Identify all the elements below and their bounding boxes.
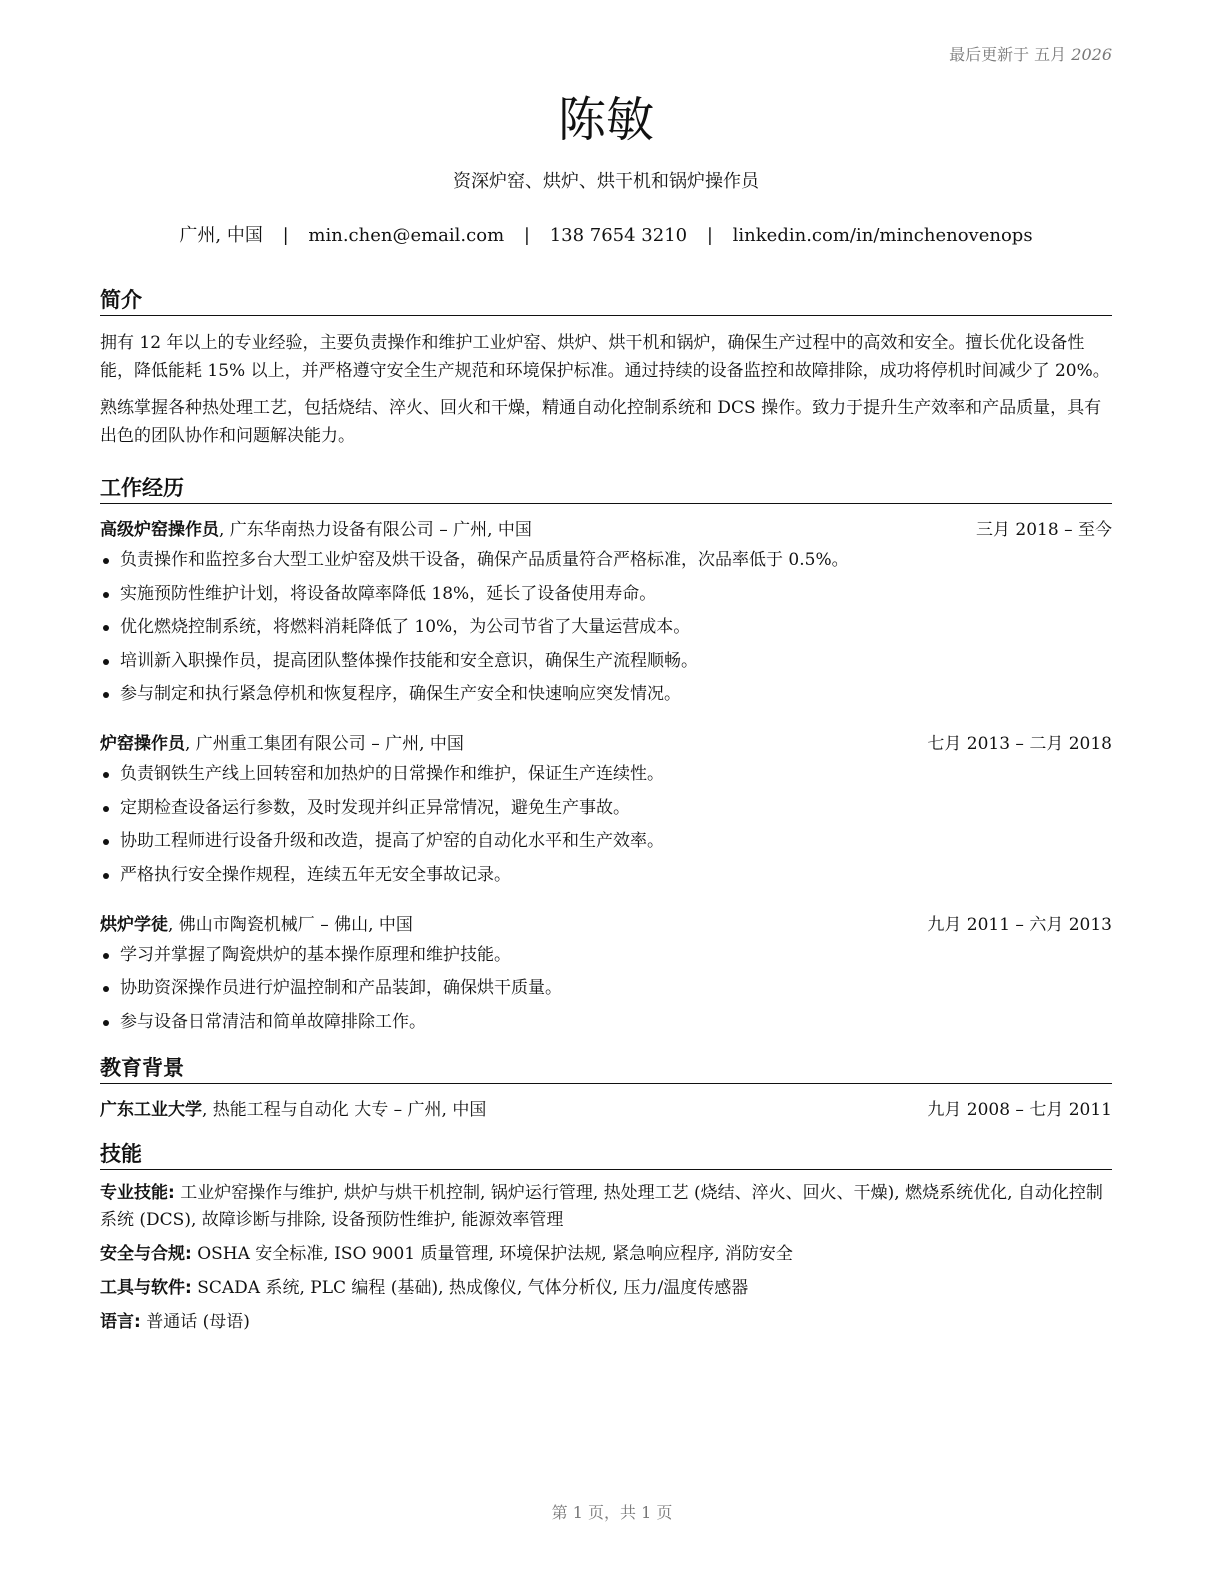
job-dates: 三月 2018 – 至今: [976, 520, 1112, 540]
contact-separator: |: [706, 225, 713, 246]
skill-value: SCADA 系统, PLC 编程 (基础), 热成像仪, 气体分析仪, 压力/温度传感器: [191, 1277, 749, 1298]
job-bullet: 实施预防性维护计划，将设备故障率降低 18%，延长了设备使用寿命。: [100, 582, 1112, 606]
job-bullet: 协助工程师进行设备升级和改造，提高了炉窑的自动化水平和生产效率。: [100, 829, 1112, 853]
job-bullet: 严格执行安全操作规程，连续五年无安全事故记录。: [100, 863, 1112, 887]
summary-paragraph: 拥有 12 年以上的专业经验，主要负责操作和维护工业炉窑、烘炉、烘干机和锅炉，确保生产过程中的高效和安全。擅长优化设备性能，降低能耗 15% 以上，并严格遵守安全生产规范和环境保护标准。通过持续的设备监控和故障排除，成功将停机时间减少了 20%。: [100, 333, 1110, 381]
last-updated-month: 最后更新于 五月: [949, 45, 1067, 64]
job-bullet: 培训新入职操作员，提高团队整体操作技能和安全意识，确保生产流程顺畅。: [100, 649, 1112, 673]
skill-value: 普通话 (母语): [140, 1311, 250, 1332]
last-updated: [100, 40, 1112, 70]
contact-location: 广州, 中国: [179, 225, 263, 246]
job-company: , 佛山市陶瓷机械厂 – 佛山, 中国: [168, 914, 413, 935]
job-header: [100, 732, 1112, 756]
job-bullets: [100, 762, 1112, 887]
skill-label: 专业技能:: [100, 1182, 175, 1203]
job-company: , 广州重工集团有限公司 – 广州, 中国: [185, 734, 464, 754]
job-bullet: 负责操作和监控多台大型工业炉窑及烘干设备，确保产品质量符合严格标准，次品率低于 0.5%。: [100, 548, 1112, 572]
job-dates: 七月 2013 – 二月 2018: [927, 734, 1112, 754]
job-bullet: 负责钢铁生产线上回转窑和加热炉的日常操作和维护，保证生产连续性。: [100, 762, 1112, 786]
candidate-name: 陈敏: [557, 92, 654, 148]
summary-paragraph: 熟练掌握各种热处理工艺，包括烧结、淬火、回火和干燥，精通自动化控制系统和 DCS 操作。致力于提升生产效率和产品质量，具有出色的团队协作和问题解决能力。: [100, 398, 1102, 446]
job-bullet: 协助资深操作员进行炉温控制和产品装卸，确保烘干质量。: [100, 976, 1112, 1000]
contact-linkedin[interactable]: linkedin.com/in/minchenovenops: [732, 225, 1033, 246]
skills-section: [100, 1140, 1112, 1336]
job-title-line: [100, 913, 413, 937]
job-title-line: [100, 732, 464, 756]
summary-title: 简介: [100, 286, 1112, 316]
experience-section: [100, 474, 1112, 1034]
job-bullet: 学习并掌握了陶瓷烘炉的基本操作原理和维护技能。: [100, 943, 1112, 967]
education-school: 广东工业大学: [100, 1099, 202, 1120]
education-section: [100, 1054, 1112, 1122]
job-bullet: 参与制定和执行紧急停机和恢复程序，确保生产安全和快速响应突发情况。: [100, 682, 1112, 706]
page-number: 第 1 页，共 1 页: [551, 1503, 673, 1522]
skill-value: 工业炉窑操作与维护, 烘炉与烘干机控制, 锅炉运行管理, 热处理工艺 (烧结、淬火、回火、干燥), 燃烧系统优化, 自动化控制系统 (DCS), 故障诊断与排除, 设备预防性维护, 能源效率管理: [100, 1182, 1103, 1230]
skill-row: [100, 1275, 1112, 1302]
skill-row: [100, 1241, 1112, 1268]
job-bullets: [100, 548, 1112, 706]
job-entry: [100, 913, 1112, 1034]
job-header: [100, 913, 1112, 937]
skills-title: 技能: [100, 1140, 1112, 1170]
education-line: [100, 1098, 486, 1122]
job-bullet: 参与设备日常清洁和简单故障排除工作。: [100, 1010, 1112, 1034]
job-dates: 九月 2011 – 六月 2013: [927, 914, 1112, 935]
education-title: 教育背景: [100, 1054, 1112, 1084]
candidate-headline: 资深炉窑、烘炉、烘干机和锅炉操作员: [453, 171, 759, 192]
job-entry: [100, 732, 1112, 887]
contact-phone: 138 7654 3210: [549, 225, 688, 246]
last-updated-year: 2026: [1071, 45, 1112, 64]
job-entry: [100, 518, 1112, 706]
job-bullet: 定期检查设备运行参数，及时发现并纠正异常情况，避免生产事故。: [100, 796, 1112, 820]
job-bullets: [100, 943, 1112, 1034]
resume-page: [100, 40, 1112, 1336]
contact-separator: |: [523, 225, 530, 246]
experience-title: 工作经历: [100, 474, 1112, 504]
job-bullet: 优化燃烧控制系统，将燃料消耗降低了 10%，为公司节省了大量运营成本。: [100, 615, 1112, 639]
job-title-line: [100, 518, 532, 542]
job-role: 高级炉窑操作员: [100, 520, 219, 540]
skill-label: 语言:: [100, 1311, 141, 1332]
skill-value: OSHA 安全标准, ISO 9001 质量管理, 环境保护法规, 紧急响应程序, 消防安全: [191, 1243, 793, 1264]
skill-row: [100, 1180, 1112, 1234]
contact-email[interactable]: min.chen@email.com: [308, 225, 505, 246]
skill-label: 工具与软件:: [100, 1277, 192, 1298]
job-header: [100, 518, 1112, 542]
skill-label: 安全与合规:: [100, 1243, 192, 1264]
job-role: 炉窑操作员: [100, 734, 185, 754]
skill-row: [100, 1309, 1112, 1336]
job-role: 烘炉学徒: [100, 914, 168, 935]
contact-separator: |: [282, 225, 289, 246]
education-detail: , 热能工程与自动化 大专 – 广州, 中国: [202, 1099, 487, 1120]
job-company: , 广东华南热力设备有限公司 – 广州, 中国: [219, 520, 532, 540]
education-entry: [100, 1098, 1112, 1122]
education-dates: 九月 2008 – 七月 2011: [927, 1099, 1112, 1120]
contact-line: [100, 224, 1112, 248]
summary-section: [100, 286, 1112, 450]
